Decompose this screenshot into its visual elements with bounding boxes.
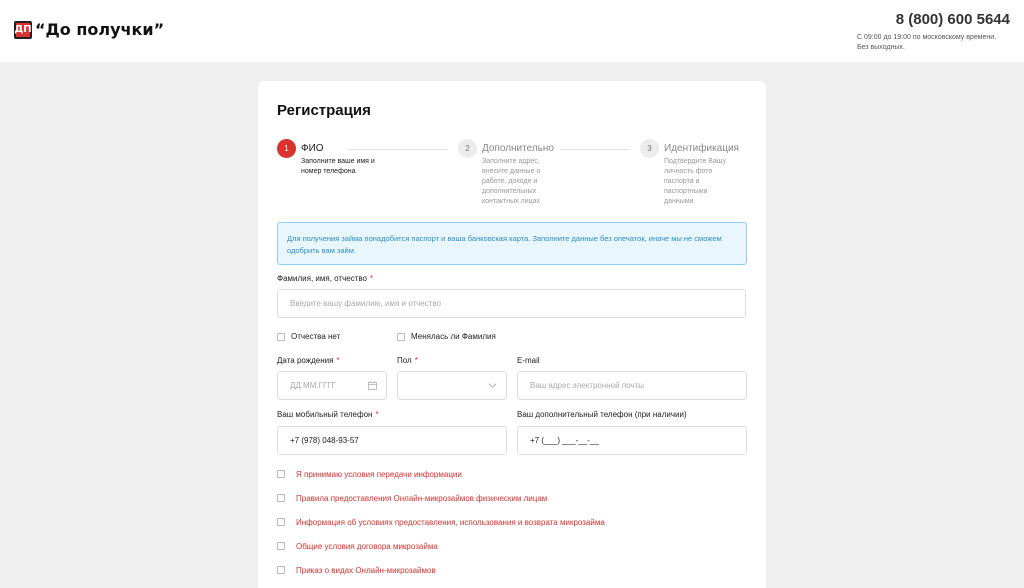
agreement-link[interactable]: Общие условия договора микрозайма: [296, 542, 438, 551]
surname-changed-label: Менялась ли Фамилия: [411, 332, 496, 341]
agreement-checkbox[interactable]: [277, 542, 285, 550]
email-input[interactable]: Ваш адрес электронной почты: [517, 371, 747, 400]
extra-phone-label: Ваш дополнительный телефон (при наличии): [517, 410, 687, 419]
no-patronymic-checkbox[interactable]: [277, 333, 285, 341]
chevron-down-icon: [488, 382, 497, 389]
logo-mark: ДП: [14, 21, 32, 39]
fio-input[interactable]: Введите вашу фамилию, имя и отчество: [277, 289, 746, 318]
extra-phone-input[interactable]: +7 (___) ___-__-__: [517, 426, 747, 455]
birth-date-input[interactable]: ДД.ММ.ГГГГ: [277, 371, 387, 400]
step-title: Дополнительно: [482, 143, 554, 154]
birth-date-label: Дата рождения *: [277, 356, 340, 365]
mobile-phone-label: Ваш мобильный телефон *: [277, 410, 379, 419]
support-phone[interactable]: 8 (800) 600 5644: [895, 11, 1010, 28]
no-patronymic-label: Отчества нет: [291, 332, 341, 341]
gender-label: Пол *: [397, 356, 418, 365]
agreement-checkbox[interactable]: [277, 566, 285, 574]
fio-label: Фамилия, имя, отчество *: [277, 274, 374, 283]
step-title: Идентификация: [664, 143, 739, 154]
step-connector: [348, 149, 448, 150]
page-title: Регистрация: [277, 102, 371, 119]
agreement-link[interactable]: Правила предоставления Онлайн-микрозаймов физическим лицам: [296, 494, 548, 503]
agreement-link[interactable]: Информация об условиях предоставления, использования и возврата микрозайма: [296, 518, 605, 527]
agreement-link[interactable]: Приказ о видах Онлайн-микрозаймов: [296, 566, 436, 575]
agreement-checkbox[interactable]: [277, 470, 285, 478]
agreement-link[interactable]: Я принимаю условия передачи информации: [296, 470, 462, 479]
step-description: Заполните ваше имя и номер телефона: [301, 158, 375, 175]
step-number: 1: [277, 139, 296, 158]
calendar-icon[interactable]: [368, 381, 377, 390]
step-connector: [560, 149, 630, 150]
info-banner: Для получения займа понадобится паспорт и ваша банковская карта. Заполните данные без опечаток, иначе мы не сможем одобрить вам займ.: [277, 222, 747, 265]
working-hours: С 09:00 до 19:00 по московскому времени. Без выходных.: [857, 34, 997, 51]
logo[interactable]: [14, 20, 164, 39]
step-description: Заполните адрес, внесите данные о работе, доходе и дополнительных контактных лицах: [482, 158, 541, 205]
step-number: 2: [458, 139, 477, 158]
registration-card: [258, 81, 766, 588]
step-number: 3: [640, 139, 659, 158]
gender-select[interactable]: [397, 371, 507, 400]
step-title: ФИО: [301, 143, 324, 154]
mobile-phone-input[interactable]: +7 (978) 048-93-57: [277, 426, 507, 455]
brand-name: “До получки”: [35, 20, 165, 39]
agreement-checkbox[interactable]: [277, 518, 285, 526]
agreement-checkbox[interactable]: [277, 494, 285, 502]
surname-changed-checkbox[interactable]: [397, 333, 405, 341]
email-label: E-mail: [517, 356, 540, 365]
site-header: [0, 0, 1024, 62]
step-description: Подтвердите Вашу личность фото паспорта и паспортными данными: [664, 158, 726, 205]
